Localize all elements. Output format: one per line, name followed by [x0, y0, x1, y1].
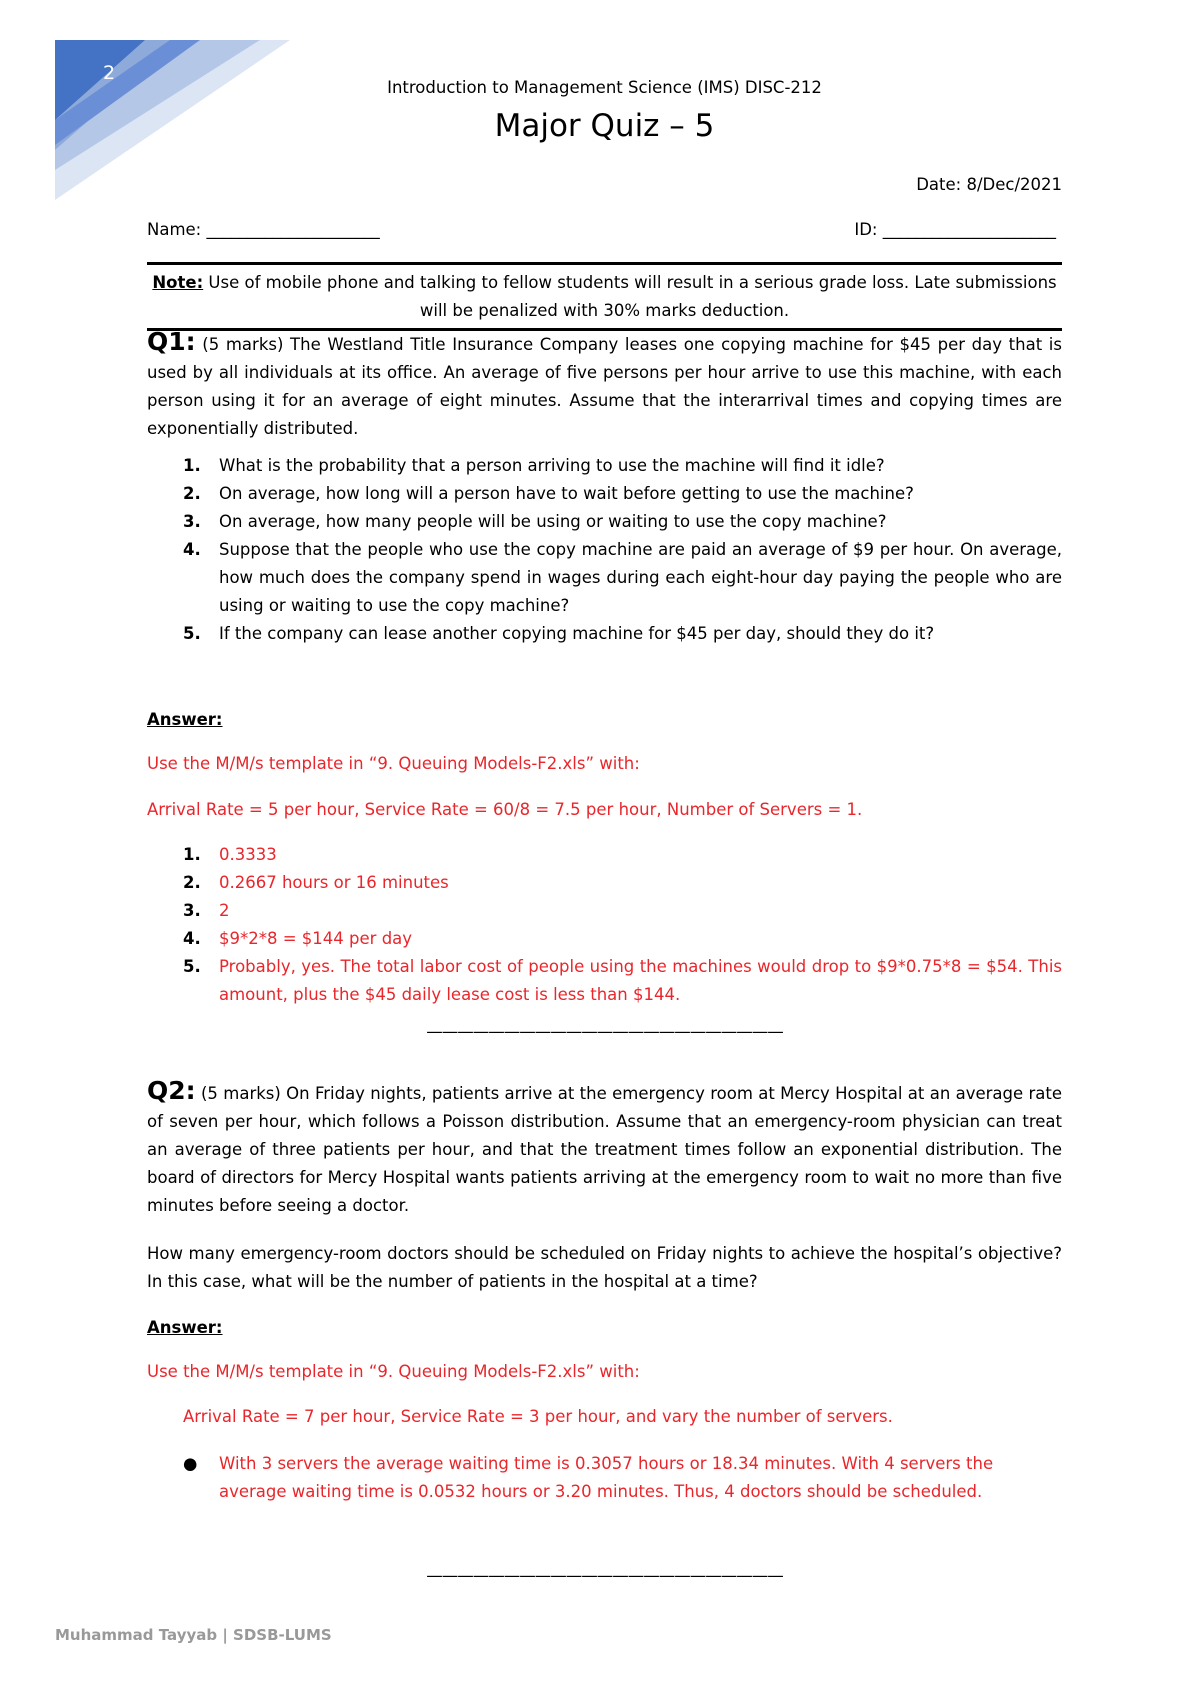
list-item: 5. Probably, yes. The total labor cost of people using the machines would drop to $9*0.75*8 = $54. This amount, plus the $45 daily lease cost is less than $144.: [183, 957, 1062, 1004]
list-item: 4. Suppose that the people who use the copy machine are paid an average of $9 per hour. On average, how much does the company spend in wages during each eight-hour day paying the people who are using or waiting to use the copy machine?: [183, 540, 1062, 615]
q1-marks: (5 marks): [195, 335, 284, 354]
q2-text: [147, 1077, 1062, 1220]
q2-heading: Q2:: [147, 1076, 196, 1105]
footer-author: Muhammad Tayyab | SDSB-LUMS: [55, 1626, 332, 1644]
list-item: 2. 0.2667 hours or 16 minutes: [183, 873, 449, 892]
q1-answer-params: Arrival Rate = 5 per hour, Service Rate = 60/8 = 7.5 per hour, Number of Servers = 1.: [147, 800, 863, 819]
list-item: 3. On average, how many people will be using or waiting to use the copy machine?: [183, 512, 887, 531]
page-title: Major Quiz – 5: [494, 108, 715, 144]
list-item: ● With 3 servers the average waiting time is 0.3057 hours or 18.34 minutes. With 4 servers the average waiting time is 0.0532 hours or 3.20 minutes. Thus, 4 doctors should be scheduled.: [183, 1450, 1062, 1506]
q2-answer-params: Arrival Rate = 7 per hour, Service Rate = 3 per hour, and vary the number of servers.: [183, 1407, 893, 1426]
list-item: 3. 2: [183, 901, 230, 920]
section-separator: ———————————————————————: [426, 1022, 783, 1041]
q1-text: [147, 328, 1062, 443]
q2-answer-list: [183, 1450, 1062, 1506]
note-box: [147, 262, 1062, 331]
q1-body: The Westland Title Insurance Company leases one copying machine for $45 per day that is used by all individuals at its office. An average of five persons per hour arrive to use this machine, with each person using it for an average of eight minutes. Assume that the interarrival times and copying times are exponentially distributed.: [147, 335, 1062, 438]
q2-marks: (5 marks): [195, 1084, 281, 1103]
name-field: Name: _____________________: [147, 220, 380, 239]
bullet-icon: ●: [183, 1454, 198, 1473]
quiz-date: Date: 8/Dec/2021: [916, 175, 1062, 194]
q2-body: On Friday nights, patients arrive at the emergency room at Mercy Hospital at an average rate of seven per hour, which follows a Poisson distribution. Assume that an emergency-room physician can treat an average of three patients per hour, and that the treatment times follow an exponential distribution. The board of directors for Mercy Hospital wants patients arriving at the emergency room to wait no more than five minutes before seeing a doctor.: [147, 1084, 1063, 1215]
note-label: Note:: [152, 273, 204, 292]
section-separator: ———————————————————————: [426, 1566, 783, 1585]
page-number: 2: [102, 62, 116, 84]
list-item: 4. $9*2*8 = $144 per day: [183, 929, 413, 948]
list-item: 5. If the company can lease another copying machine for $45 per day, should they do it?: [183, 624, 935, 643]
q2-question: How many emergency-room doctors should be scheduled on Friday nights to achieve the hospital’s objective? In this case, what will be the number of patients in the hospital at a time?: [147, 1244, 1062, 1291]
q2-answer-intro: Use the M/M/s template in “9. Queuing Models-F2.xls” with:: [147, 1362, 640, 1381]
q1-answer-list: [147, 841, 1062, 1009]
q1-question-list: [147, 452, 1062, 648]
list-item: 1. What is the probability that a person arriving to use the machine will find it idle?: [183, 456, 885, 475]
course-title: Introduction to Management Science (IMS) DISC-212: [387, 78, 822, 97]
id-field: ID: _____________________: [854, 220, 1056, 239]
note-text: Use of mobile phone and talking to fellow students will result in a serious grade loss. Late submissions will be penalized with 30% marks deduction.: [203, 273, 1057, 320]
q1-answer-label: Answer:: [147, 710, 223, 729]
q1-answer-intro: Use the M/M/s template in “9. Queuing Models-F2.xls” with:: [147, 754, 640, 773]
q2-answer-label: Answer:: [147, 1318, 223, 1337]
list-item: 1. 0.3333: [183, 845, 277, 864]
list-item: 2. On average, how long will a person have to wait before getting to use the machine?: [183, 484, 914, 503]
q1-heading: Q1:: [147, 327, 196, 356]
